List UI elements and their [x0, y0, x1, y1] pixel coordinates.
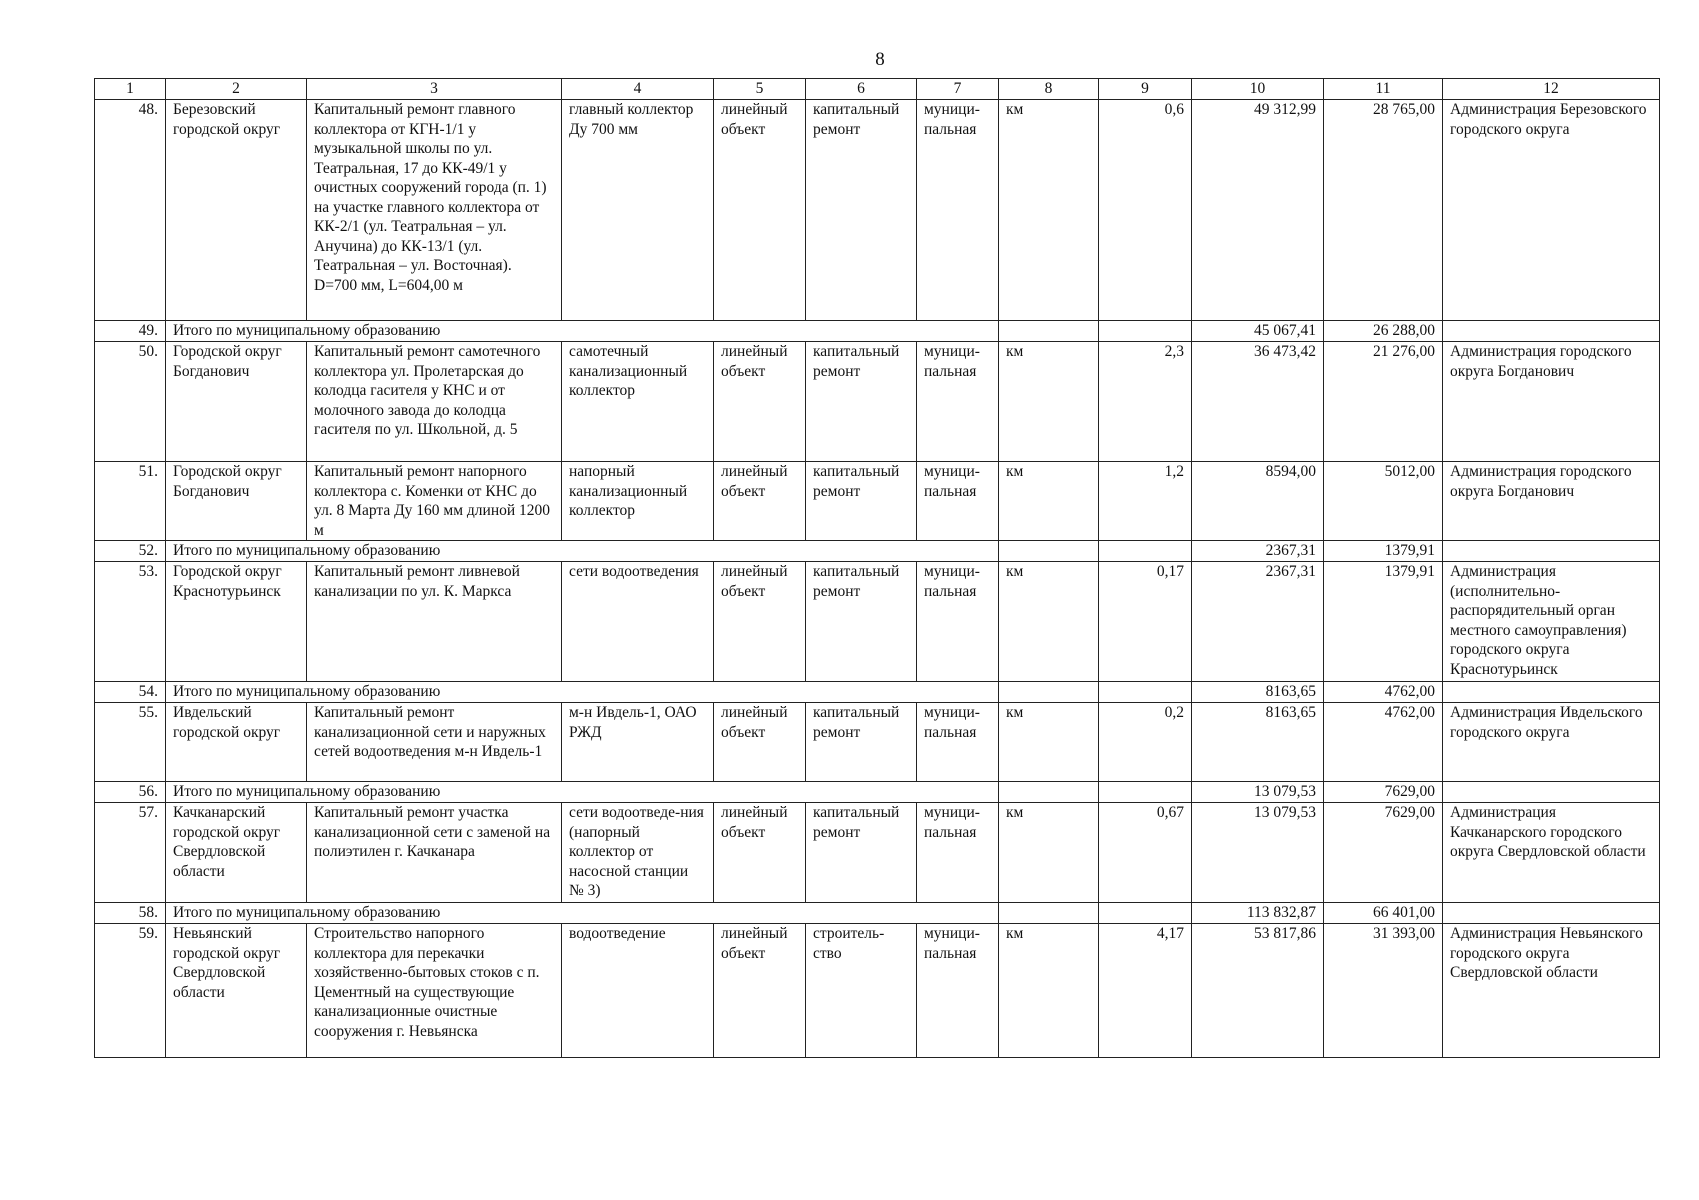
object-type-cell: водоотведение [562, 924, 714, 1058]
unit-cell: км [999, 462, 1099, 541]
empty-cell [999, 682, 1099, 703]
object-name-cell: Капитальный ремонт ливневой канализации по ул. К. Маркса [307, 562, 562, 682]
empty-cell [1443, 903, 1660, 924]
row-number: 53. [95, 562, 166, 682]
municipality-cell: Городской округ Краснотурьинск [166, 562, 307, 682]
subsidy-cell: 66 401,00 [1324, 903, 1443, 924]
cost-cell: 2367,31 [1192, 562, 1324, 682]
object-type-cell: самотечный канализационный коллектор [562, 342, 714, 462]
column-header: 11 [1324, 79, 1443, 100]
table-row [95, 562, 1660, 682]
subsidy-cell: 28 765,00 [1324, 100, 1443, 321]
subsidy-cell: 31 393,00 [1324, 924, 1443, 1058]
empty-cell [1099, 782, 1192, 803]
ownership-cell: муници-пальная [917, 100, 999, 321]
row-number: 54. [95, 682, 166, 703]
row-number: 57. [95, 803, 166, 903]
column-header: 3 [307, 79, 562, 100]
customer-cell: Администрация Ивдельского городского округа [1443, 703, 1660, 782]
object-type-cell: напорный канализационный коллектор [562, 462, 714, 541]
empty-cell [1099, 903, 1192, 924]
municipality-cell: Городской округ Богданович [166, 462, 307, 541]
cost-cell: 45 067,41 [1192, 321, 1324, 342]
column-header: 6 [806, 79, 917, 100]
cost-cell: 2367,31 [1192, 541, 1324, 562]
row-number: 55. [95, 703, 166, 782]
register-table [94, 78, 1660, 1058]
municipality-cell: Невьянский городской округ Свердловской области [166, 924, 307, 1058]
object-category-cell: линейный объект [714, 462, 806, 541]
subtotal-row [95, 321, 1660, 342]
municipality-cell: Городской округ Богданович [166, 342, 307, 462]
work-type-cell: капитальный ремонт [806, 703, 917, 782]
object-name-cell: Капитальный ремонт канализационной сети и наружных сетей водоотведения м-н Ивдель-1 [307, 703, 562, 782]
quantity-cell: 0,6 [1099, 100, 1192, 321]
subtotal-label: Итого по муниципальному образованию [166, 682, 999, 703]
object-category-cell: линейный объект [714, 342, 806, 462]
object-name-cell: Капитальный ремонт главного коллектора от КГН-1/1 у музыкальной школы по ул. Театральная, 17 до КК-49/1 у очистных сооружений города (п. 1) на участке главного коллектора от КК-2/1 (ул. Театральная – ул. Анучина) до КК-13/1 (ул. Театральная – ул. Восточная). D=700 мм, L=604,00 м [307, 100, 562, 321]
object-name-cell: Капитальный ремонт самотечного коллектора ул. Пролетарская до колодца гасителя у КНС и от молочного завода до колодца гасителя по ул. Школьной, д. 5 [307, 342, 562, 462]
table-row [95, 462, 1660, 541]
empty-cell [1099, 321, 1192, 342]
row-number: 49. [95, 321, 166, 342]
object-type-cell: главный коллектор Ду 700 мм [562, 100, 714, 321]
unit-cell: км [999, 342, 1099, 462]
object-type-cell: сети водоотведения [562, 562, 714, 682]
subtotal-row [95, 682, 1660, 703]
customer-cell: Администрация городского округа Богданович [1443, 342, 1660, 462]
subsidy-cell: 4762,00 [1324, 703, 1443, 782]
cost-cell: 49 312,99 [1192, 100, 1324, 321]
quantity-cell: 1,2 [1099, 462, 1192, 541]
subsidy-cell: 21 276,00 [1324, 342, 1443, 462]
column-number-row [95, 79, 1660, 100]
subsidy-cell: 26 288,00 [1324, 321, 1443, 342]
customer-cell: Администрация Качканарского городского округа Свердловской области [1443, 803, 1660, 903]
ownership-cell: муници-пальная [917, 342, 999, 462]
quantity-cell: 0,17 [1099, 562, 1192, 682]
unit-cell: км [999, 100, 1099, 321]
row-number: 48. [95, 100, 166, 321]
customer-cell: Администрация Березовского городского округа [1443, 100, 1660, 321]
row-number: 56. [95, 782, 166, 803]
row-number: 59. [95, 924, 166, 1058]
table-row [95, 342, 1660, 462]
subsidy-cell: 5012,00 [1324, 462, 1443, 541]
object-type-cell: м-н Ивдель-1, ОАО РЖД [562, 703, 714, 782]
cost-cell: 13 079,53 [1192, 803, 1324, 903]
row-number: 52. [95, 541, 166, 562]
quantity-cell: 0,2 [1099, 703, 1192, 782]
empty-cell [999, 321, 1099, 342]
unit-cell: км [999, 703, 1099, 782]
table-row [95, 703, 1660, 782]
column-header: 4 [562, 79, 714, 100]
object-category-cell: линейный объект [714, 924, 806, 1058]
subtotal-label: Итого по муниципальному образованию [166, 903, 999, 924]
empty-cell [1443, 782, 1660, 803]
work-type-cell: капитальный ремонт [806, 462, 917, 541]
subtotal-label: Итого по муниципальному образованию [166, 541, 999, 562]
row-number: 50. [95, 342, 166, 462]
page-number: 8 [875, 49, 885, 70]
ownership-cell: муници-пальная [917, 462, 999, 541]
object-category-cell: линейный объект [714, 100, 806, 321]
empty-cell [1443, 321, 1660, 342]
subtotal-label: Итого по муниципальному образованию [166, 782, 999, 803]
work-type-cell: капитальный ремонт [806, 342, 917, 462]
object-name-cell: Строительство напорного коллектора для перекачки хозяйственно-бытовых стоков с п. Цементный на существующие канализационные очистные сооружения г. Невьянска [307, 924, 562, 1058]
column-header: 12 [1443, 79, 1660, 100]
ownership-cell: муници-пальная [917, 803, 999, 903]
ownership-cell: муници-пальная [917, 703, 999, 782]
empty-cell [1099, 682, 1192, 703]
subtotal-row [95, 782, 1660, 803]
cost-cell: 13 079,53 [1192, 782, 1324, 803]
object-type-cell: сети водоотведе-ния (напорный коллектор от насосной станции № 3) [562, 803, 714, 903]
column-header: 2 [166, 79, 307, 100]
municipality-cell: Качканарский городской округ Свердловской области [166, 803, 307, 903]
column-header: 5 [714, 79, 806, 100]
municipality-cell: Березовский городской округ [166, 100, 307, 321]
cost-cell: 8594,00 [1192, 462, 1324, 541]
municipality-cell: Ивдельский городской округ [166, 703, 307, 782]
object-category-cell: линейный объект [714, 703, 806, 782]
column-header: 9 [1099, 79, 1192, 100]
empty-cell [1443, 682, 1660, 703]
work-type-cell: строитель-ство [806, 924, 917, 1058]
cost-cell: 113 832,87 [1192, 903, 1324, 924]
row-number: 51. [95, 462, 166, 541]
quantity-cell: 2,3 [1099, 342, 1192, 462]
empty-cell [1099, 541, 1192, 562]
quantity-cell: 4,17 [1099, 924, 1192, 1058]
cost-cell: 8163,65 [1192, 682, 1324, 703]
quantity-cell: 0,67 [1099, 803, 1192, 903]
object-category-cell: линейный объект [714, 803, 806, 903]
customer-cell: Администрация Невьянского городского округа Свердловской области [1443, 924, 1660, 1058]
column-header: 1 [95, 79, 166, 100]
table-row [95, 100, 1660, 321]
cost-cell: 36 473,42 [1192, 342, 1324, 462]
empty-cell [1443, 541, 1660, 562]
object-category-cell: линейный объект [714, 562, 806, 682]
customer-cell: Администрация (исполнительно-распорядительный орган местного самоуправления) городского округа Краснотурьинск [1443, 562, 1660, 682]
table-row [95, 924, 1660, 1058]
subsidy-cell: 7629,00 [1324, 803, 1443, 903]
object-name-cell: Капитальный ремонт напорного коллектора с. Коменки от КНС до ул. 8 Марта Ду 160 мм длиной 1200 м [307, 462, 562, 541]
column-header: 8 [999, 79, 1099, 100]
ownership-cell: муници-пальная [917, 924, 999, 1058]
table-row [95, 803, 1660, 903]
unit-cell: км [999, 803, 1099, 903]
cost-cell: 53 817,86 [1192, 924, 1324, 1058]
cost-cell: 8163,65 [1192, 703, 1324, 782]
empty-cell [999, 782, 1099, 803]
row-number: 58. [95, 903, 166, 924]
customer-cell: Администрация городского округа Богданович [1443, 462, 1660, 541]
unit-cell: км [999, 562, 1099, 682]
work-type-cell: капитальный ремонт [806, 803, 917, 903]
subsidy-cell: 1379,91 [1324, 541, 1443, 562]
subtotal-row [95, 541, 1660, 562]
subsidy-cell: 7629,00 [1324, 782, 1443, 803]
subsidy-cell: 4762,00 [1324, 682, 1443, 703]
subsidy-cell: 1379,91 [1324, 562, 1443, 682]
ownership-cell: муници-пальная [917, 562, 999, 682]
empty-cell [999, 903, 1099, 924]
column-header: 10 [1192, 79, 1324, 100]
column-header: 7 [917, 79, 999, 100]
unit-cell: км [999, 924, 1099, 1058]
empty-cell [999, 541, 1099, 562]
work-type-cell: капитальный ремонт [806, 562, 917, 682]
subtotal-row [95, 903, 1660, 924]
work-type-cell: капитальный ремонт [806, 100, 917, 321]
subtotal-label: Итого по муниципальному образованию [166, 321, 999, 342]
object-name-cell: Капитальный ремонт участка канализационной сети с заменой на полиэтилен г. Качканара [307, 803, 562, 903]
